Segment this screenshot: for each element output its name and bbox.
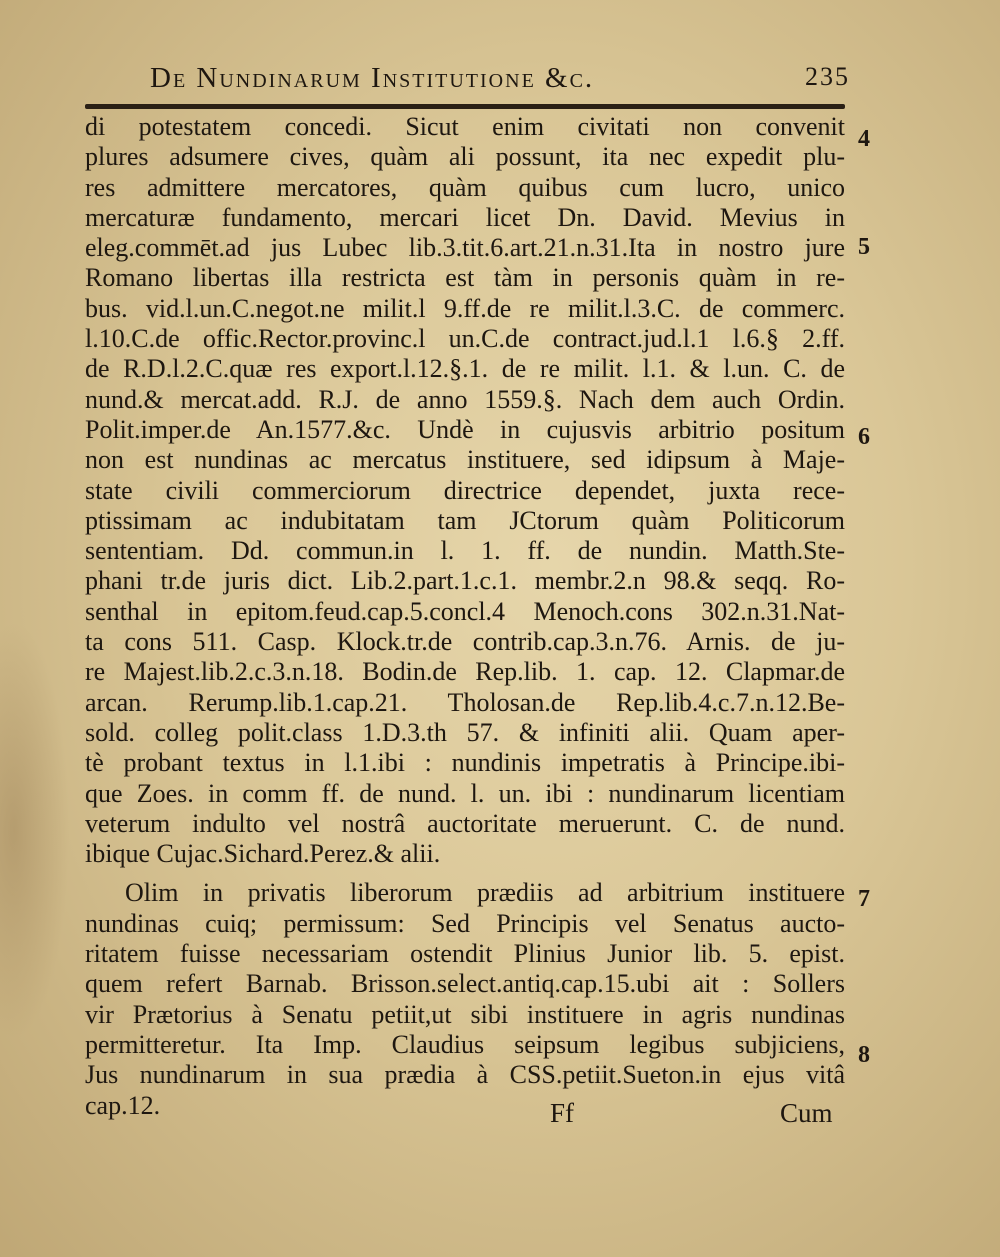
text-line: de R.D.l.2.C.quæ res export.l.12.§.1. de re milit. l.1. & l.un. C. de: [85, 354, 845, 384]
text-line: que Zoes. in comm ff. de nund. l. un. ibi : nundinarum licentiam: [85, 778, 845, 808]
text-line: nund.& mercat.add. R.J. de anno 1559.§. Nach dem auch Ordin.: [85, 384, 845, 414]
text-line: phani tr.de juris dict. Lib.2.part.1.c.1. membr.2.n 98.& seqq. Ro-: [85, 566, 845, 596]
text-line: sententiam. Dd. commun.in l. 1. ff. de nundin. Matth.Ste-: [85, 536, 845, 566]
margin-note: 8: [858, 1042, 870, 1068]
text-line: quem refert Barnab. Brisson.select.antiq.cap.15.ubi ait : Sollers: [85, 969, 845, 999]
text-line: Romano libertas illa restricta est tàm in personis quàm in re-: [85, 263, 845, 293]
text-line: vir Prætorius à Senatu petiit,ut sibi instituere in agris nundinas: [85, 999, 845, 1029]
text-line: re Majest.lib.2.c.3.n.18. Bodin.de Rep.lib. 1. cap. 12. Clapmar.de: [85, 657, 845, 687]
text-line: cap.12.: [85, 1090, 161, 1120]
running-header: [150, 62, 850, 102]
text-line: bus. vid.l.un.C.negot.ne milit.l 9.ff.de re milit.l.3.C. de commerc.: [85, 293, 845, 323]
text-line: nundinas cuiq; permissum: Sed Principis vel Senatus aucto-: [85, 908, 845, 938]
text-line: di potestatem concedi. Sicut enim civitati non convenit: [85, 112, 845, 141]
text-line: mercaturæ fundamento, mercari licet Dn. David. Mevius in: [85, 202, 845, 232]
text-line: sold. colleg polit.class 1.D.3.th 57. & infiniti alii. Quam aper-: [85, 717, 845, 747]
text-line: Olim in privatis liberorum prædiis ad arbitrium instituere: [125, 878, 845, 908]
text-line: l.10.C.de offic.Rector.provinc.l un.C.de contract.jud.l.1 l.6.§ 2.ff.: [85, 324, 845, 354]
paper-stain: [0, 620, 70, 1040]
text-line: res admittere mercatores, quàm quibus cum lucro, unico: [85, 172, 845, 202]
text-line: ta cons 511. Casp. Klock.tr.de contrib.cap.3.n.76. Arnis. de ju-: [85, 627, 845, 657]
text-line: ritatem fuisse necessariam ostendit Plinius Junior lib. 5. epist.: [85, 939, 845, 969]
signature-mark: Ff: [550, 1098, 575, 1128]
main-text: [85, 112, 845, 1121]
text-line: non est nundinas ac mercatus instituere, sed idipsum à Maje-: [85, 445, 845, 475]
margin-note: 4: [858, 126, 870, 152]
text-line: tè probant textus in l.1.ibi : nundinis impetratis à Principe.ibi-: [85, 748, 845, 778]
text-line: ptissimam ac indubitatam tam JCtorum quàm Politicorum: [85, 505, 845, 535]
text-line: veterum indulto vel nostrâ auctoritate meruerunt. C. de nund.: [85, 808, 845, 838]
margin-note: 7: [858, 886, 870, 912]
text-line: Polit.imper.de An.1577.&c. Undè in cujusvis arbitrio positum: [85, 414, 845, 444]
text-line: arcan. Rerump.lib.1.cap.21. Tholosan.de Rep.lib.4.c.7.n.12.Be-: [85, 687, 845, 717]
margin-note: 5: [858, 234, 870, 260]
header-title: De Nundinarum Institutione &c.: [150, 62, 595, 94]
catchword: Cum: [780, 1098, 833, 1128]
text-line: permitteretur. Ita Imp. Claudius seipsum legibus subjiciens,: [85, 1029, 845, 1059]
text-line: senthal in epitom.feud.cap.5.concl.4 Menoch.cons 302.n.31.Nat-: [85, 596, 845, 626]
text-line: Jus nundinarum in sua prædia à CSS.petiit.Sueton.in ejus vitâ: [85, 1060, 845, 1090]
text-line: state civili commerciorum directrice dependet, juxta rece-: [85, 475, 845, 505]
margin-note: 6: [858, 424, 870, 450]
header-rule: [85, 104, 845, 109]
text-line: eleg.commēt.ad jus Lubec lib.3.tit.6.art.21.n.31.Ita in nostro jure: [85, 233, 845, 263]
page-number: 235: [805, 62, 850, 91]
text-line: plures adsumere cives, quàm ali possunt, ita nec expedit plu-: [85, 142, 845, 172]
text-line: ibique Cujac.Sichard.Perez.& alii.: [85, 839, 441, 869]
